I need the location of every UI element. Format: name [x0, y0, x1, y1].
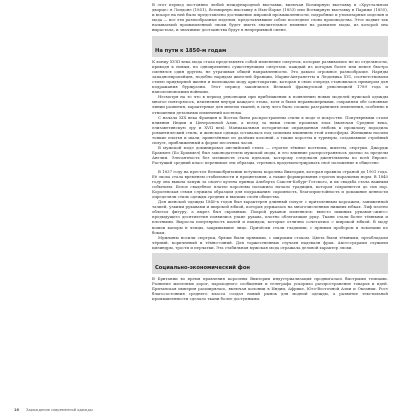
- section-heading: Социально-экономический фон: [155, 265, 250, 272]
- body-paragraph: Несмотря на то что в период революции при приближении к появлению новых моделей мужской одежды многое повторялось, изменения внутри каждого этапа, хотя и были неравномерными, сохраняли обе основные линии развития, характерные для многих тканей, в силу чего было сложно разграничить изменения, особенно в отношении детальных изменений костюма.: [152, 94, 388, 115]
- text-column: [152, 2, 388, 302]
- page-footer: [14, 408, 93, 412]
- section-heading-bar: [152, 36, 388, 57]
- section-heading: На пути к 1850-м годам: [155, 47, 227, 54]
- body-paragraph: К концу XVIII века мода стала представлять собой изменение силуэтов, которые развивались не по отдельности, приводя к новым, но одновременно существующим силуэтам, каждый из которых более или менее быстро сменялся один другим, не утрачивая общей направленности. Это давало огромное разнообразие. Наряды западноевропейцев, подобно нарядам жителей Франции, Марии-Антуанетты и Людовика XVI, соответствовали стилю придворной жизни и воплощали моду аристократии, которая в свою очередь становилась примером для подражания буржуазии. Этот период закончился Великой французской революцией 1789 года и наполеоновскими войнами.: [152, 58, 388, 95]
- body-paragraph: В 1837 году на престол Великобритании вступила королева Виктория, которая правила страной до 1901 года. Её эпоха стала временем стабильности и процветания, а также формирования строгих моральных норм. В 1840 году она вышла замуж за своего кузена принца Альберта Саксен-Кобург-Готского, и их свадьба стала важным событием. Белое свадебное платье королевы положило начало традиции, которая сохраняется до сих пор. Королевская семья служила образцом для подражания: скромность, благопристойность и домашние ценности определяли стиль одежды средних и высших слоёв общества.: [152, 168, 388, 199]
- page-number: 16: [14, 408, 20, 412]
- running-title: Зарождение современной одежды: [26, 408, 93, 412]
- body-paragraph: В Британии во время правления королевы Виктории индустриализация продвигалась быстрыми темпами. Развитие железных дорог, пароходного сообщения и телеграфа ускорило распространение товаров и идей. Британская империя расширялась, включая колонии в Индии, Африке, Юго-Восточной Азии и Океании. Рост благосостояния среднего класса создал новый рынок для модной одежды, а развитие текстильной промышленности сделало ткани более доступными.: [152, 276, 388, 302]
- body-paragraph: С начала XIX века Франция и Восток были распространены стили в моде и искусстве. Популярными стали влияния Индии и Центральной Азии, а вслед за ними стили прошлых эпох (включая Средние века, елизаветинскую эру и XVII век). Маниакальная исторически оправданная любовь к прошлому породила романтический стиль, и женская одежда оставалась под сильным влиянием этой атмосферы. Женщины носили тонкие платья и шали, привезённые из далёких колоний, а также корсеты и турнюры, создававшие стройный силуэт, приближенный к форме песочных часов.: [152, 114, 388, 146]
- body-paragraph: Мужчины носили сюртуки, брюки были прямыми, с широким стоком. Цвета были тёмными, преобладали чёрный, коричневый и тёмно-синий. Для торжественных случаев надевали фрак. Аксессуарами служили цилиндры, трости и перчатки. Эта стабильная мужская мода отражала деловой характер эпохи.: [152, 234, 388, 250]
- body-paragraph: Для женской одежды 1840-х годов был характерен длинный силуэт с приталенным корсажем, заниженной талией, узкими рукавами и широкой юбкой, которая держалась на многочисленных нижних юбках. Лиф плотно облегал фигуру, а вырез был скромным. Покрой рукавов изменился: вместо пышных рукавов-«жиго» предыдущего десятилетия появились узкие рукава, плотно облегающие руку. Ткани стали более тёмными и плотными. Выросла популярность шалей и накидок, которые отлично сочетались с широкой юбкой. В моду вошли капоры и чепцы, закрывавшие лицо. Причёски стали гладкими, с прямым пробором и локонами по бокам.: [152, 199, 388, 235]
- intro-paragraph: В этот период постоянно любой международной выставки, включая Всемирную выставку в «Хрустальном дворце» в Лондоне (1851), Всемирную выставку в Нью-Йорке (1853) или Всемирную выставку в Париже (1855), и вскоре на ней было представлено достижение мировой промышленности, подробные и утилитарные изделия и мода — все эти разнообразные изделия, представлявшие собою последнее слово производства. Этот подвиг так называемой промышленной эпохи будет иметь значительное влияние на развитие моды, из которой она вырастала, и значимые достоинства будут в непрерывной смене.: [152, 2, 388, 33]
- body-paragraph: В мужской моде доминировал английский стиль — строгие тёмные костюмы, жилеты, сюртуки. Джордж Браммел (Бо Браммел) был законодателем мужской моды, и его влияние распространялось далеко за пределы Англии. Элегантность без излишеств стала идеалом, которому следовали джентльмены по всей Европе. Растущий средний класс перенимал эти образцы, стремясь продемонстрировать своё положение в обществе.: [152, 145, 388, 166]
- section-heading-bar: [152, 253, 388, 274]
